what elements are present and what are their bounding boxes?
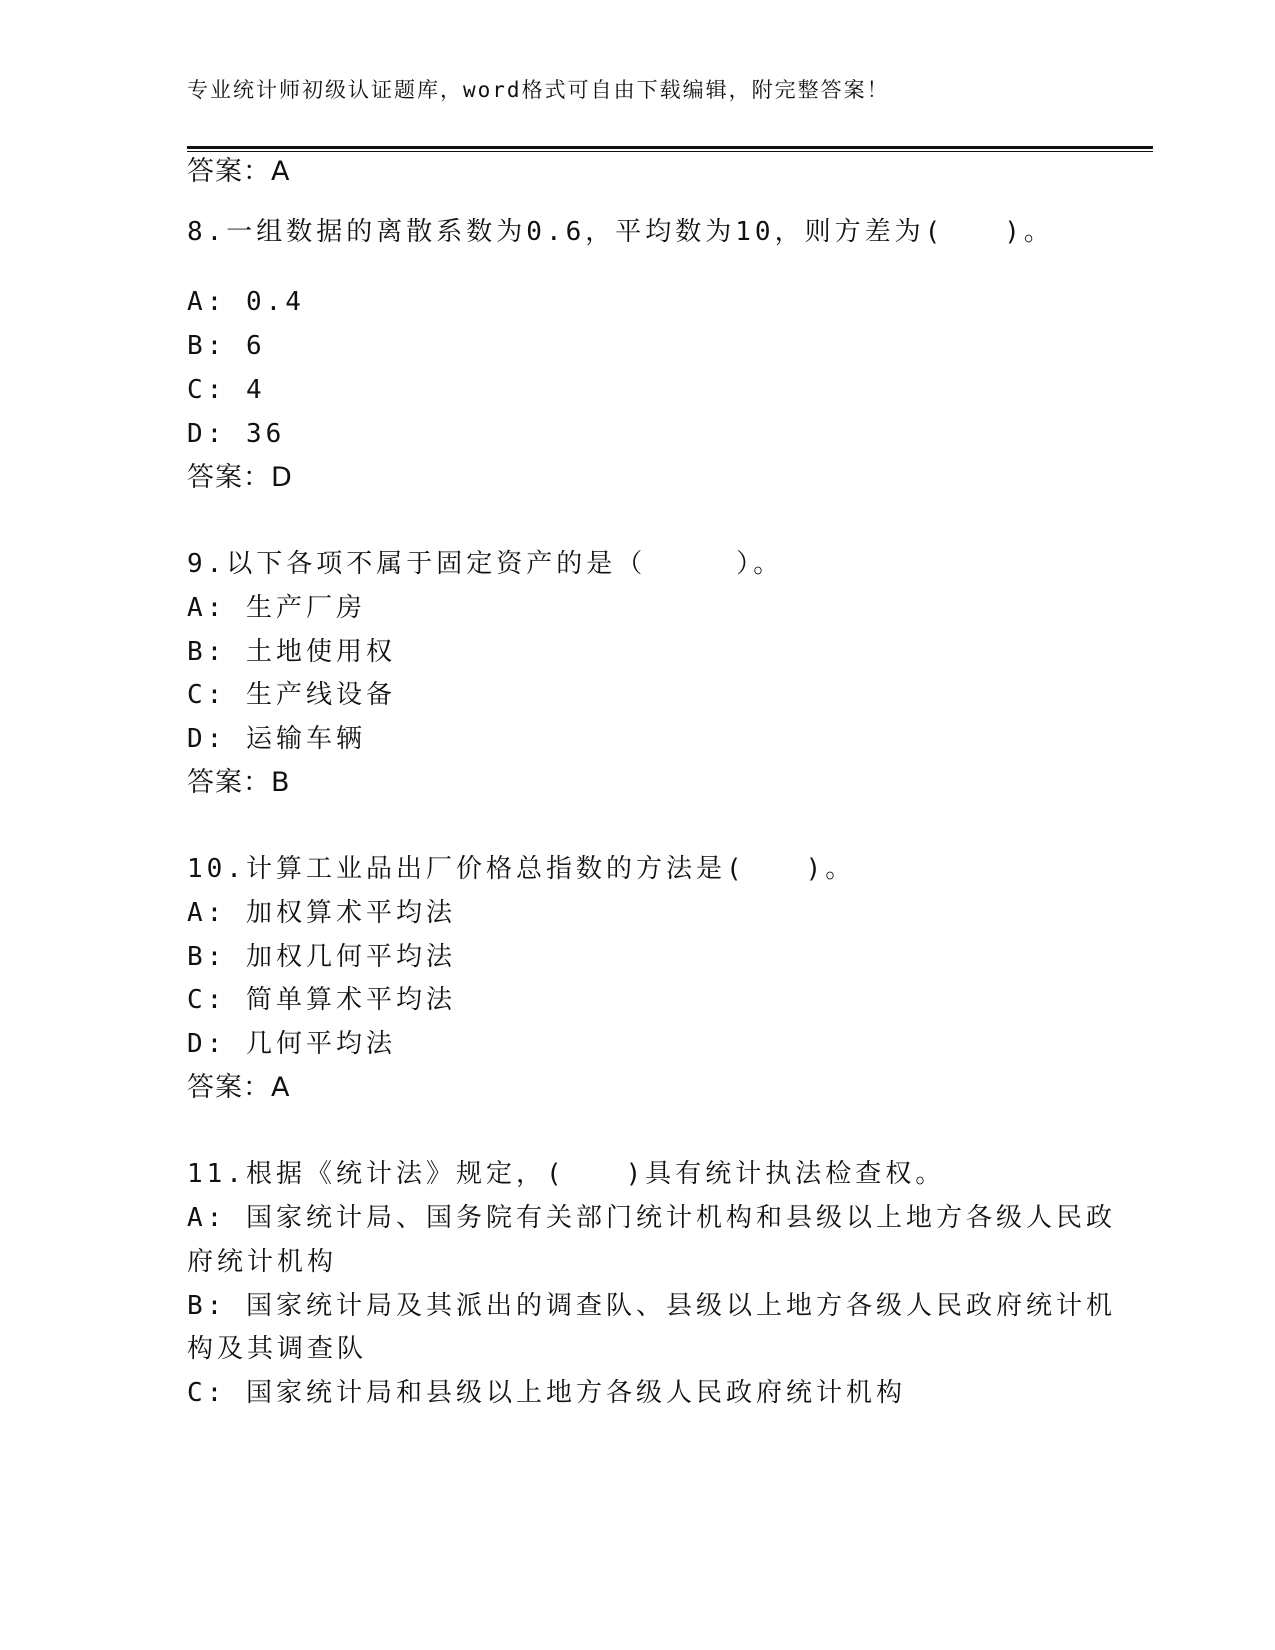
question-9-option-c: C: 生产线设备 — [187, 680, 396, 710]
question-8-option-d: D: 36 — [187, 419, 286, 449]
question-9-option-b: B: 土地使用权 — [187, 637, 396, 667]
question-9-answer: 答案：B — [187, 767, 291, 798]
question-11-option-a: A: 国家统计局、国务院有关部门统计机构和县级以上地方各级人民政 — [187, 1203, 1116, 1233]
page-header-note: 专业统计师初级认证题库，word格式可自由下载编辑，附完整答案！ — [187, 78, 890, 102]
question-8-answer: 答案：D — [187, 462, 293, 493]
answer-previous: 答案：A — [187, 156, 291, 187]
question-11-option-b-cont: 构及其调查队 — [187, 1334, 368, 1364]
question-8-option-a: A: 0.4 — [187, 287, 305, 317]
question-8-option-b: B: 6 — [187, 331, 266, 361]
question-10-option-b: B: 加权几何平均法 — [187, 942, 456, 972]
question-10-option-c: C: 简单算术平均法 — [187, 985, 456, 1015]
question-9-option-d: D: 运输车辆 — [187, 724, 366, 754]
question-11-option-b: B: 国家统计局及其派出的调查队、县级以上地方各级人民政府统计机 — [187, 1291, 1116, 1321]
question-10-stem: 10.计算工业品出厂价格总指数的方法是( )。 — [187, 854, 856, 884]
question-9-option-a: A: 生产厂房 — [187, 593, 366, 623]
header-rule-thin — [187, 151, 1153, 152]
question-10-answer: 答案：A — [187, 1072, 291, 1103]
question-11-option-c: C: 国家统计局和县级以上地方各级人民政府统计机构 — [187, 1378, 906, 1408]
question-9-stem: 9.以下各项不属于固定资产的是（ ）。 — [187, 549, 784, 579]
question-10-option-d: D: 几何平均法 — [187, 1029, 396, 1059]
question-8-option-c: C: 4 — [187, 375, 266, 405]
question-11-stem: 11.根据《统计法》规定，( )具有统计执法检查权。 — [187, 1159, 946, 1189]
question-11-option-a-cont: 府统计机构 — [187, 1247, 338, 1277]
question-8-stem: 8.一组数据的离散系数为0.6，平均数为10，则方差为( )。 — [187, 217, 1054, 247]
question-10-option-a: A: 加权算术平均法 — [187, 898, 456, 928]
header-rule-thick — [187, 146, 1153, 149]
